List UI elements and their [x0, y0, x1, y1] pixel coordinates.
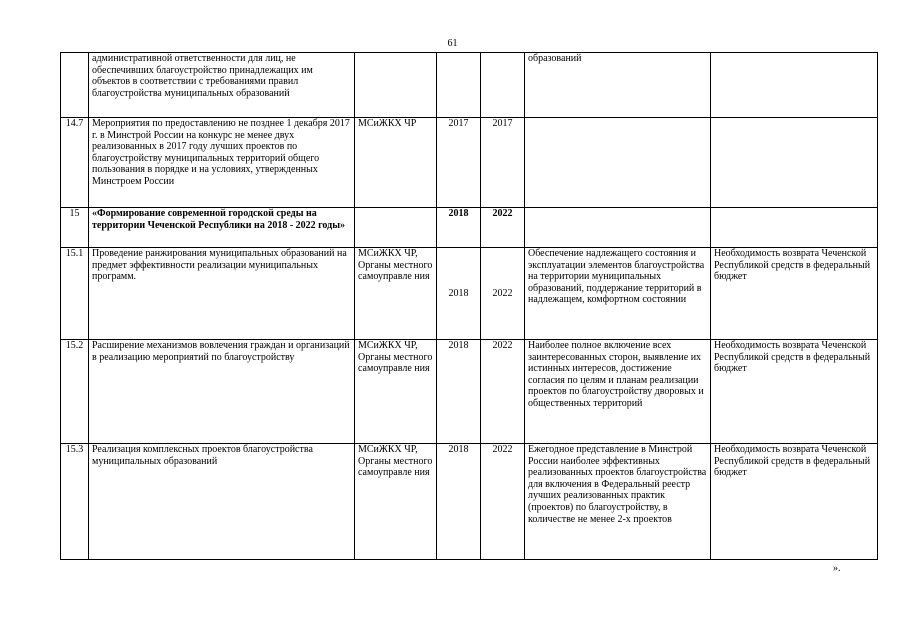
section-number: 15: [61, 208, 89, 248]
start-year: 2018: [437, 340, 481, 444]
start-year: 2018: [437, 444, 481, 560]
executor: МСиЖКХ ЧР, Органы местного самоуправле ния: [355, 248, 437, 340]
start-year: 2018: [437, 248, 481, 340]
risk: Необходимость возврата Чеченской Республикой средств в федеральный бюджет: [711, 340, 878, 444]
expected-result: Обеспечение надлежащего состояния и эксплуатации элементов благоустройства на территории муниципальных образований, поддержание территорий в надлежащем, комфортном состоянии: [525, 248, 711, 340]
measure-name: Реализация комплексных проектов благоустройства муниципальных образований: [89, 444, 355, 560]
row-number: 14.7: [61, 118, 89, 208]
expected-result: [525, 118, 711, 208]
executor: МСиЖКХ ЧР, Органы местного самоуправле ния: [355, 444, 437, 560]
risk: [711, 118, 878, 208]
section-title: «Формирование современной городской среды на территории Чеченской Республики на 2018 - 2022 годы»: [89, 208, 355, 248]
table-row: [61, 118, 878, 208]
end-year: 2022: [481, 248, 525, 340]
measures-table: [60, 52, 878, 560]
risk: Необходимость возврата Чеченской Республикой средств в федеральный бюджет: [711, 248, 878, 340]
row-number: 15.3: [61, 444, 89, 560]
end-year: 2022: [481, 208, 525, 248]
section-row: [61, 208, 878, 248]
row-number: 15.1: [61, 248, 89, 340]
expected-result: Ежегодное представление в Минстрой России наиболее эффективных реализованных проектов благоустройства для включения в Федеральный реестр лучших реализованных практик (проектов) по благоустройству, в количестве не менее 2-х проектов: [525, 444, 711, 560]
row-number: 15.2: [61, 340, 89, 444]
page-number: 61: [447, 38, 458, 49]
closing-quote: ».: [833, 563, 841, 574]
executor: МСиЖКХ ЧР: [355, 118, 437, 208]
table-row: [61, 53, 878, 118]
executor: [355, 53, 437, 118]
measure-name: административной ответственности для лиц, не обеспечивших благоустройство принадлежащих им объектов в соответствии с требованиями правил благоустройства муниципальных образований: [89, 53, 355, 118]
measure-name: Мероприятия по предоставлению не позднее 1 декабря 2017 г. в Минстрой России на конкурс не менее двух реализованных в 2017 году лучших проектов по благоустройству муниципальных территорий общего пользования в порядке и на условиях, утвержденных Минстроем России: [89, 118, 355, 208]
risk: Необходимость возврата Чеченской Республикой средств в федеральный бюджет: [711, 444, 878, 560]
expected-result: образований: [525, 53, 711, 118]
executor: [355, 208, 437, 248]
measure-name: Расширение механизмов вовлечения граждан и организаций в реализацию мероприятий по благоустройству: [89, 340, 355, 444]
expected-result: Наиболее полное включение всех заинтересованных сторон, выявление их истинных интересов, достижение согласия по целям и планам реализации проектов по благоустройству дворовых и общественных территорий: [525, 340, 711, 444]
end-year: 2022: [481, 340, 525, 444]
table-row: [61, 340, 878, 444]
risk: [711, 53, 878, 118]
measure-name: Проведение ранжирования муниципальных образований на предмет эффективности реализации муниципальных программ.: [89, 248, 355, 340]
start-year: [437, 53, 481, 118]
executor: МСиЖКХ ЧР, Органы местного самоуправле ния: [355, 340, 437, 444]
table-row: [61, 444, 878, 560]
start-year: 2018: [437, 208, 481, 248]
row-number: [61, 53, 89, 118]
end-year: [481, 53, 525, 118]
end-year: 2017: [481, 118, 525, 208]
start-year: 2017: [437, 118, 481, 208]
risk: [711, 208, 878, 248]
table-row: [61, 248, 878, 340]
end-year: 2022: [481, 444, 525, 560]
expected-result: [525, 208, 711, 248]
